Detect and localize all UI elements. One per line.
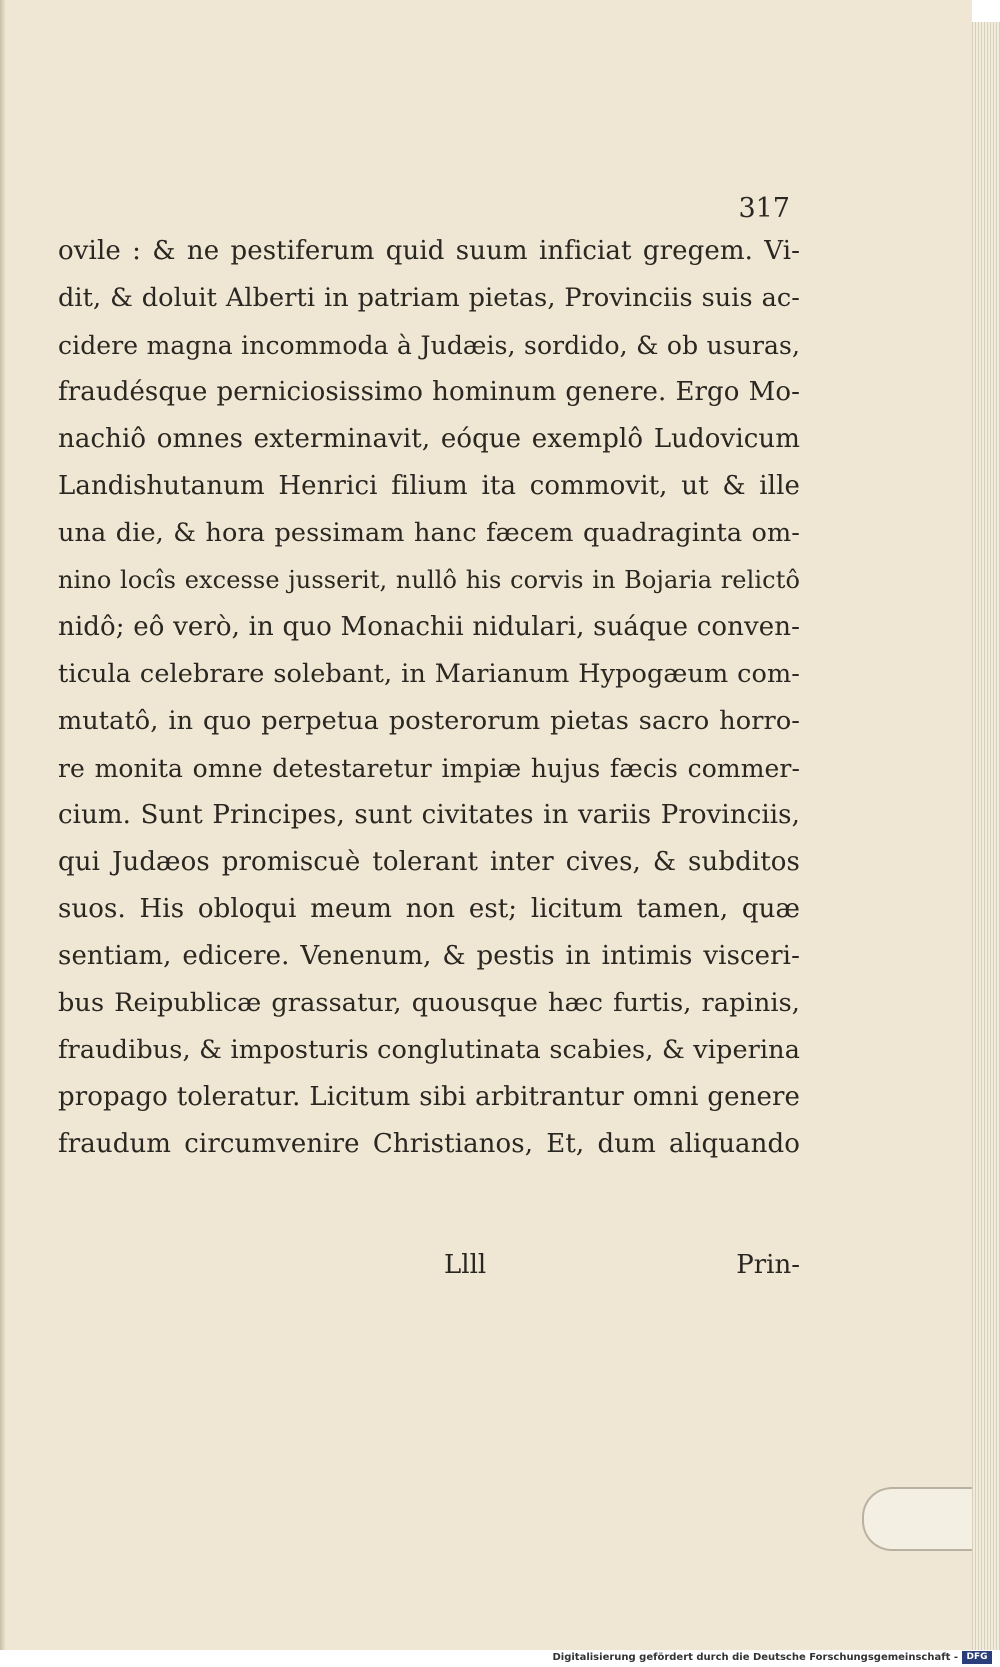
- text-line: cidere magna incommoda à Judæis, sordido, & ob usuras,: [58, 331, 800, 360]
- page-footer: [58, 1250, 800, 1290]
- catchword: Prin-: [736, 1250, 800, 1280]
- page-tab-marker: [862, 1487, 974, 1551]
- text-line: nachiô omnes exterminavit, eóque exemplô Ludovicum: [58, 424, 800, 454]
- text-line: fraudésque perniciosissimo hominum genere. Ergo Mo-: [58, 377, 800, 407]
- text-line: sentiam, edicere. Venenum, & pestis in intimis visceri-: [58, 941, 800, 971]
- spine-shadow: [0, 0, 6, 1650]
- text-line: nidô; eô verò, in quo Monachii nidulari, suáque conven-: [58, 612, 800, 642]
- text-line: Landishutanum Henrici filium ita commovit, ut & ille: [58, 471, 800, 501]
- text-line: fraudum circumvenire Christianos, Et, dum aliquando: [58, 1129, 800, 1159]
- text-line: ticula celebrare solebant, in Marianum Hypogæum com-: [58, 659, 800, 689]
- text-line: dit, & doluit Alberti in patriam pietas, Provinciis suis ac-: [58, 283, 800, 313]
- body-text: [58, 228, 800, 1168]
- page-fore-edge: [972, 22, 1000, 1650]
- dfg-logo: DFG: [962, 1651, 992, 1664]
- text-line: fraudibus, & imposturis conglutinata scabies, & viperina: [58, 1035, 800, 1065]
- text-line: qui Judæos promiscuè tolerant inter cives, & subditos: [58, 847, 800, 877]
- text-line: cium. Sunt Principes, sunt civitates in variis Provinciis,: [58, 800, 800, 830]
- text-line: una die, & hora pessimam hanc fæcem quadraginta om-: [58, 518, 800, 548]
- text-line: suos. His obloqui meum non est; licitum tamen, quæ: [58, 894, 800, 924]
- text-line: bus Reipublicæ grassatur, quousque hæc furtis, rapinis,: [58, 988, 800, 1018]
- text-line: propago toleratur. Licitum sibi arbitrantur omni genere: [58, 1082, 800, 1112]
- digitization-credit: Digitalisierung gefördert durch die Deutsche Forschungsgemeinschaft -: [552, 1652, 958, 1663]
- text-line: ovile : & ne pestiferum quid suum inficiat gregem. Vi-: [58, 236, 800, 266]
- signature-mark: Llll: [444, 1250, 487, 1280]
- text-line: nino locîs excesse jusserit, nullô his corvis in Bojaria relictô: [58, 566, 800, 594]
- page-number: 317: [738, 193, 790, 224]
- text-line: mutatô, in quo perpetua posterorum pietas sacro horro-: [58, 706, 800, 736]
- text-line: re monita omne detestaretur impiæ hujus fæcis commer-: [58, 754, 800, 783]
